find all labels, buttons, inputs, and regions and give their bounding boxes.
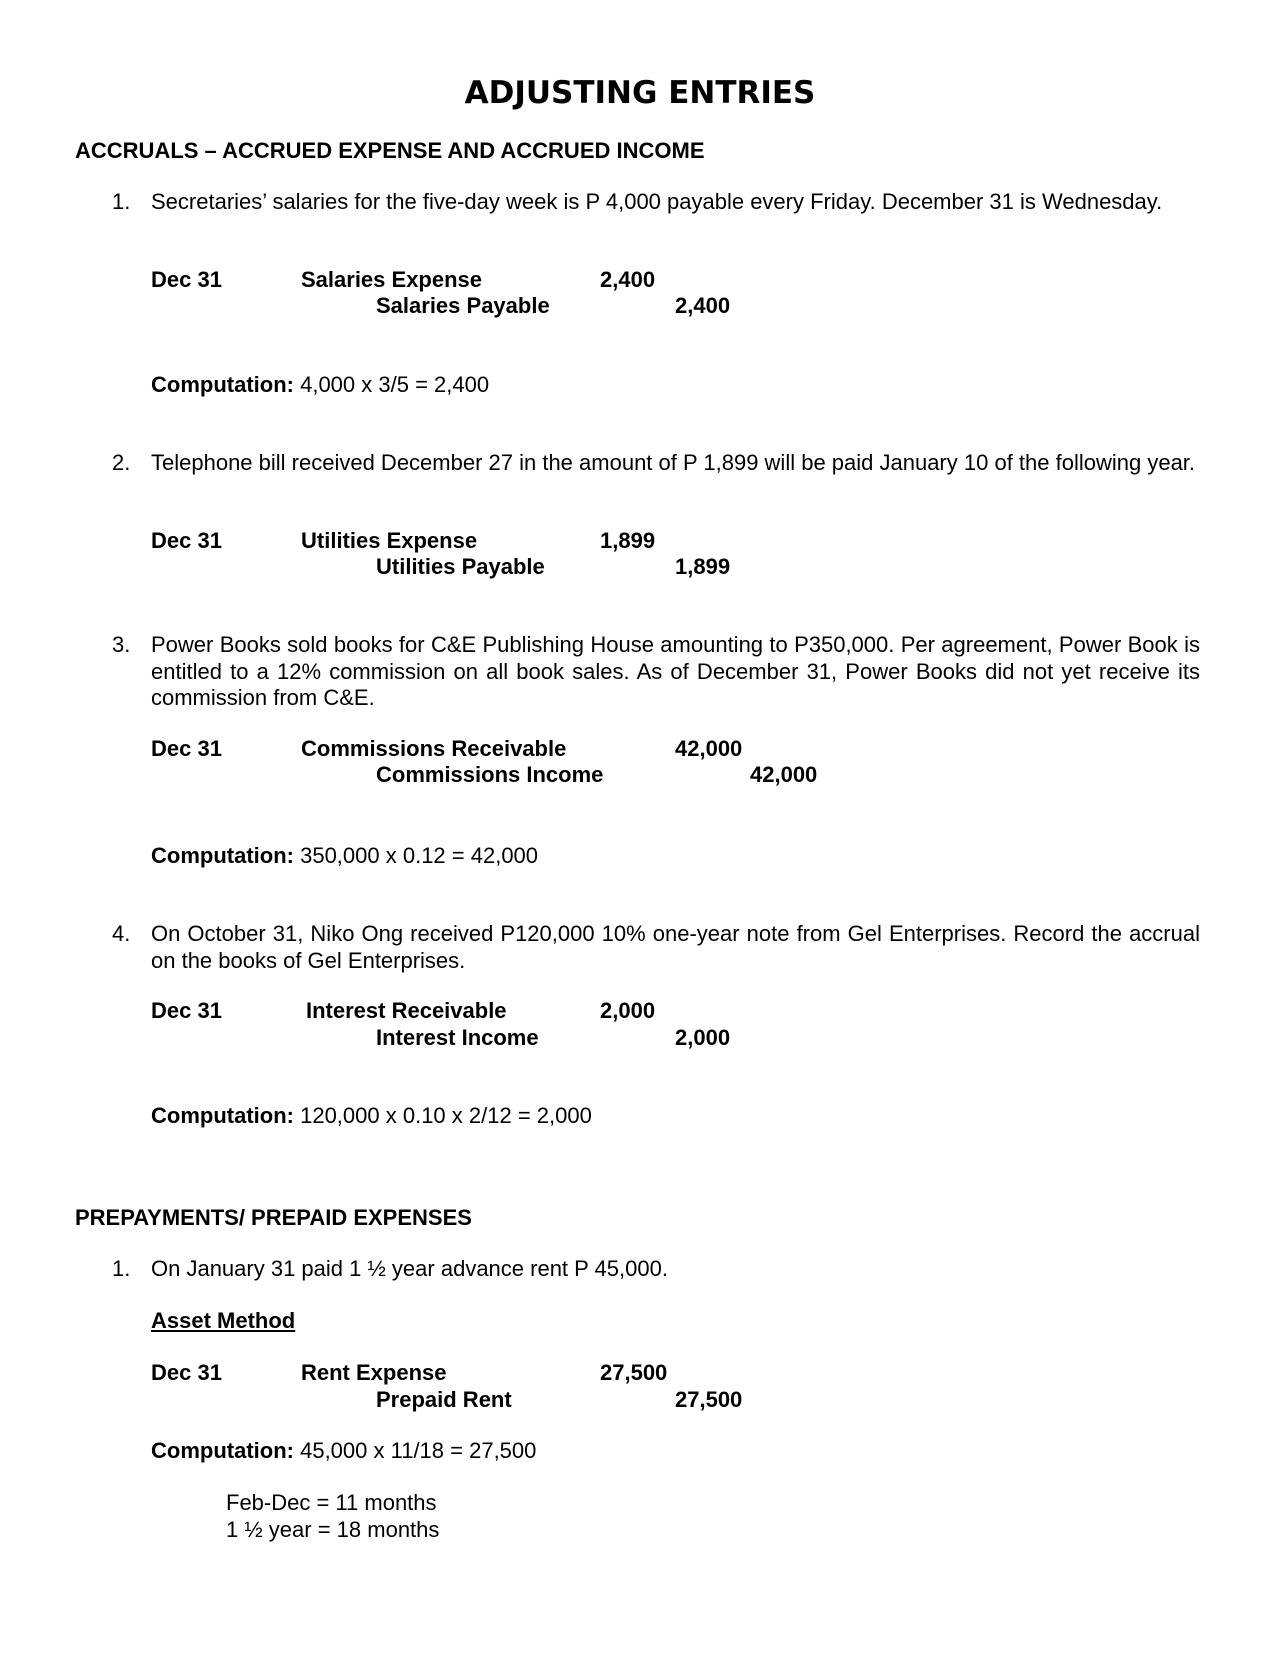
- debit-account: Commissions Receivable: [301, 736, 567, 761]
- credit-account: Interest Income: [376, 1025, 539, 1050]
- item-description: Power Books sold books for C&E Publishing House amounting to P350,000. Per agreement, Power Book is entitled to a 12% commission on all book sales. As of December 31, Power Books did not yet receive its commission from C&E.: [151, 632, 1200, 710]
- item-description: Secretaries’ salaries for the five-day week is P 4,000 payable every Friday. December 31 is Wednesday.: [151, 189, 1163, 214]
- debit-amount: 27,500: [600, 1360, 668, 1385]
- computation-line: [151, 842, 538, 869]
- computation-note: 1 ½ year = 18 months: [226, 1517, 440, 1542]
- computation-formula: 4,000 x 3/5 = 2,400: [300, 372, 490, 397]
- debit-account: Utilities Expense: [301, 528, 478, 553]
- credit-amount: 42,000: [750, 762, 818, 787]
- computation-label: Computation:: [151, 1103, 294, 1128]
- section-heading-accruals: ACCRUALS – ACCRUED EXPENSE AND ACCRUED INCOME: [75, 138, 705, 163]
- debit-account: Salaries Expense: [301, 267, 483, 292]
- item-number: 1.: [112, 189, 131, 214]
- entry-date: Dec 31: [151, 528, 222, 553]
- debit-account: Interest Receivable: [306, 998, 507, 1023]
- debit-amount: 42,000: [675, 736, 743, 761]
- entry-date: Dec 31: [151, 736, 222, 761]
- item-number: 4.: [112, 921, 131, 946]
- item-description: On January 31 paid 1 ½ year advance rent P 45,000.: [151, 1256, 668, 1281]
- entry-date: Dec 31: [151, 998, 222, 1023]
- debit-amount: 1,899: [600, 528, 656, 553]
- computation-formula: 45,000 x 11/18 = 27,500: [300, 1438, 537, 1463]
- page-title: ADJUSTING ENTRIES: [464, 75, 816, 111]
- entry-date: Dec 31: [151, 1360, 222, 1385]
- computation-line: [151, 1102, 592, 1129]
- credit-account: Utilities Payable: [376, 554, 545, 579]
- method-label: Asset Method: [151, 1308, 296, 1333]
- debit-amount: 2,400: [600, 267, 656, 292]
- debit-amount: 2,000: [600, 998, 656, 1023]
- item-description: On October 31, Niko Ong received P120,000 10% one-year note from Gel Enterprises. Record the accrual on the books of Gel Enterprises.: [151, 921, 1200, 973]
- credit-amount: 27,500: [675, 1387, 743, 1412]
- computation-label: Computation:: [151, 843, 294, 868]
- computation-line: [151, 1437, 536, 1464]
- item-number: 1.: [112, 1256, 131, 1281]
- debit-account: Rent Expense: [301, 1360, 447, 1385]
- computation-label: Computation:: [151, 1438, 294, 1463]
- credit-amount: 2,000: [675, 1025, 731, 1050]
- credit-account: Prepaid Rent: [376, 1387, 512, 1412]
- computation-formula: 350,000 x 0.12 = 42,000: [300, 843, 539, 868]
- credit-amount: 2,400: [675, 293, 731, 318]
- credit-account: Salaries Payable: [376, 293, 550, 318]
- credit-amount: 1,899: [675, 554, 731, 579]
- entry-date: Dec 31: [151, 267, 222, 292]
- computation-note: Feb-Dec = 11 months: [226, 1490, 437, 1515]
- computation-formula: 120,000 x 0.10 x 2/12 = 2,000: [300, 1103, 592, 1128]
- item-description: Telephone bill received December 27 in the amount of P 1,899 will be paid January 10 of the following year.: [151, 450, 1196, 475]
- item-number: 2.: [112, 450, 131, 475]
- computation-label: Computation:: [151, 372, 294, 397]
- credit-account: Commissions Income: [376, 762, 604, 787]
- section-heading-prepayments: PREPAYMENTS/ PREPAID EXPENSES: [75, 1205, 472, 1230]
- computation-line: [151, 371, 489, 398]
- item-number: 3.: [112, 632, 131, 657]
